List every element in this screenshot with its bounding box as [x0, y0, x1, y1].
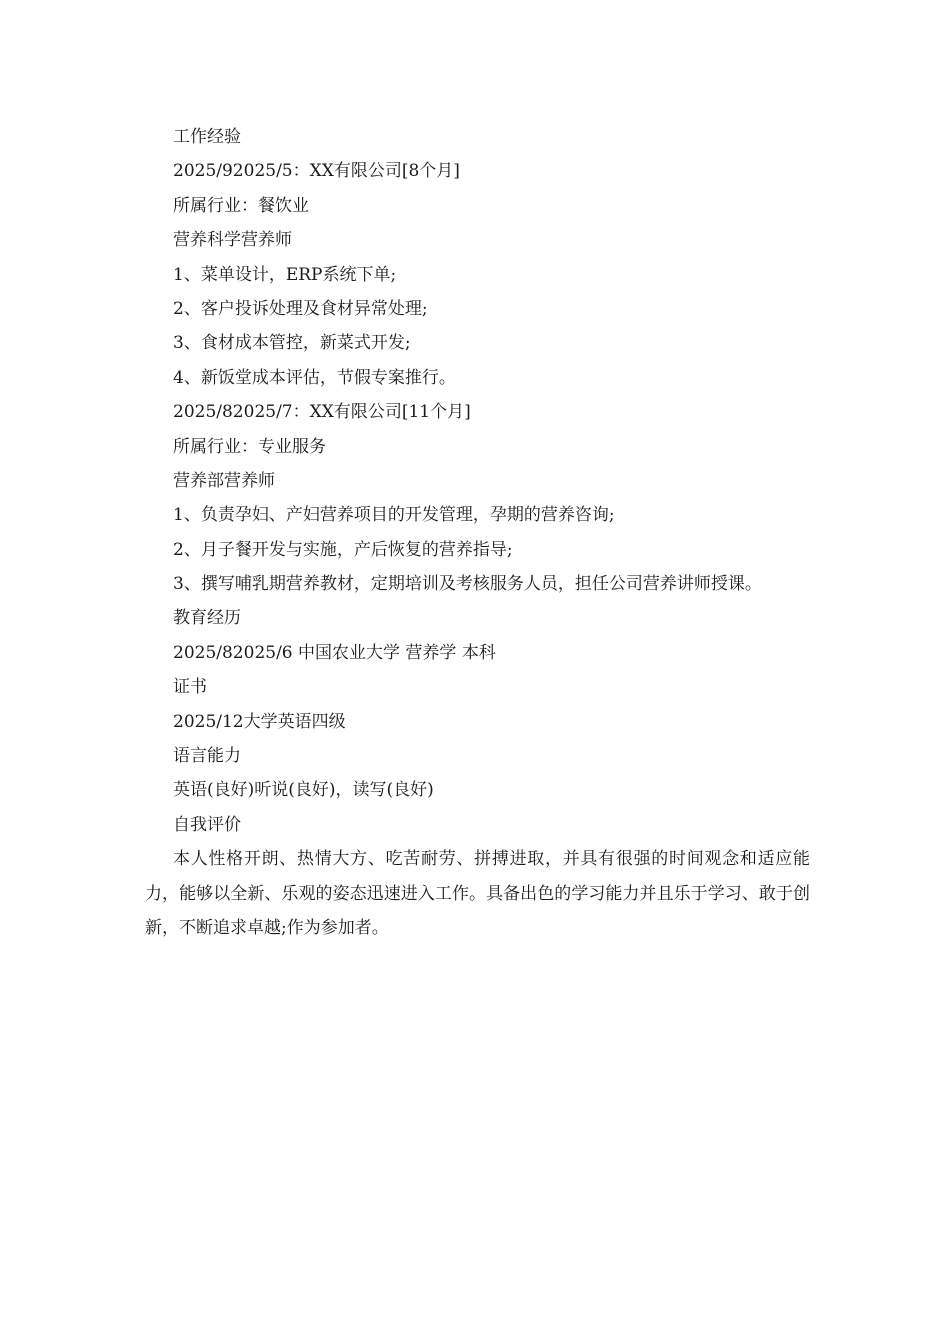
job-entry-2-title: 营养部营养师 [173, 470, 275, 491]
job-entry-1-duty-4: 4、新饭堂成本评估，节假专案推行。 [173, 367, 456, 388]
job-entry-1-title: 营养科学营养师 [173, 230, 292, 251]
job-entry-1-period: 2025/92025/5：XX有限公司[8个月] [173, 161, 460, 182]
section-heading-language: 语言能力 [173, 746, 241, 767]
job-entry-1-industry: 所属行业：餐饮业 [173, 195, 309, 216]
job-entry-2-period: 2025/82025/7：XX有限公司[11个月] [173, 402, 471, 423]
education-entry: 2025/82025/6 中国农业大学 营养学 本科 [173, 642, 496, 663]
self-evaluation-text: 本人性格开朗、热情大方、吃苦耐劳、拼搏进取，并具有很强的时间观念和适应能力，能够以全新、乐观的姿态迅速进入工作。具备出色的学习能力并且乐于学习、敢于创新，不断追求卓越;作为参加者。 [145, 849, 810, 939]
job-entry-1-duty-1: 1、菜单设计，ERP系统下单; [173, 264, 397, 285]
document-page [145, 120, 810, 945]
section-heading-certificates: 证书 [173, 677, 207, 698]
section-heading-work-experience: 工作经验 [173, 127, 241, 147]
job-entry-2-duty-1: 1、负责孕妇、产妇营养项目的开发管理，孕期的营养咨询; [173, 505, 615, 526]
job-entry-1-duty-2: 2、客户投诉处理及食材异常处理; [173, 298, 428, 319]
job-entry-1-duty-3: 3、食材成本管控，新菜式开发; [173, 333, 411, 354]
section-heading-self-evaluation: 自我评价 [173, 814, 241, 835]
job-entry-2-duty-2: 2、月子餐开发与实施，产后恢复的营养指导; [173, 539, 513, 560]
job-entry-2-industry: 所属行业：专业服务 [173, 436, 326, 457]
certificate-entry: 2025/12大学英语四级 [173, 711, 346, 732]
section-heading-education: 教育经历 [173, 608, 241, 629]
language-entry: 英语(良好)听说(良好)，读写(良好) [173, 780, 434, 801]
job-entry-2-duty-3: 3、撰写哺乳期营养教材，定期培训及考核服务人员，担任公司营养讲师授课。 [173, 574, 762, 595]
